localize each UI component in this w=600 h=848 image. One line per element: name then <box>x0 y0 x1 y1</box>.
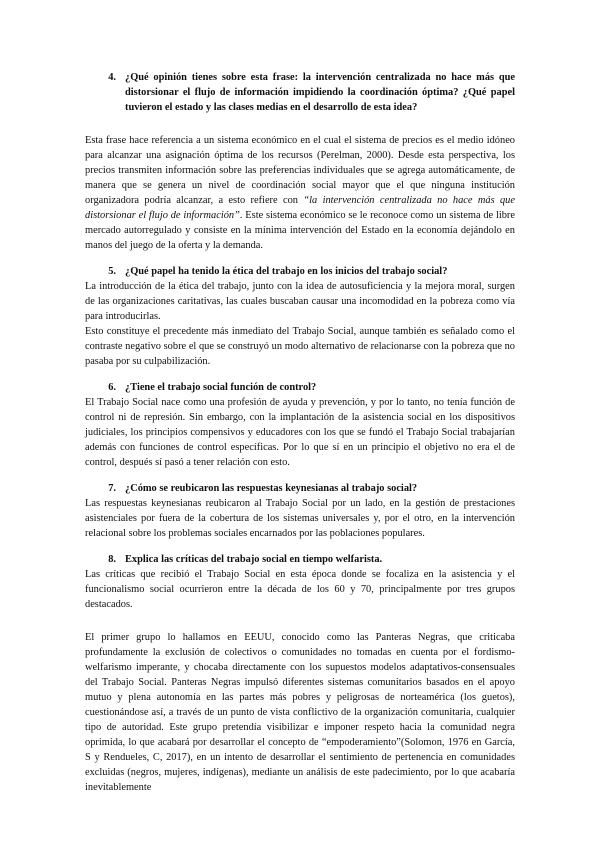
question-text: ¿Qué papel ha tenido la ética del trabajo en los inicios del trabajo social? <box>125 266 448 277</box>
question-number: 7. <box>108 483 116 494</box>
question-4-heading <box>85 70 515 115</box>
question-7-heading <box>85 481 515 496</box>
question-number: 8. <box>108 554 116 565</box>
answer-quote: “la intervención centralizada no hace más que distorsionar el flujo de información” <box>85 195 515 221</box>
question-6-heading <box>85 380 515 395</box>
answer-text: . Este sistema económico se le reconoce como un sistema de libre mercado autorregulado y consiste en la mínima intervención del Estado en la economía dejándolo en manos del juego de la oferta y la demanda. <box>85 210 516 251</box>
answer-8-paragraph-1: Las críticas que recibió el Trabajo Social en esta época donde se focaliza en la asistencia y el funcionalismo social ocurrieron entre la década de los 60 y 70, principalmente por tres grupos destacados. <box>85 569 515 610</box>
answer-5-paragraph-2: Esto constituye el precedente más inmediato del Trabajo Social, aunque también es señalado como el contraste negativo sobre el que se construyó un modo alternativo de relacionarse con la pobreza que no pasaba por su culpabilización. <box>85 326 515 367</box>
question-5-heading <box>85 264 515 279</box>
question-text: ¿Cómo se reubicaron las respuestas keynesianas al trabajo social? <box>125 483 418 494</box>
question-number: 5. <box>108 266 116 277</box>
answer-text: Esta frase hace referencia a un sistema económico en el cual el sistema de precios es el medio idóneo para alcanzar una asignación óptima de los recursos (Perelman, 2000). Desde esta perspectiva, los precios transmiten información sobre las preferencias individuales que se agrega automáticamente, de manera que se genera un nivel de coordinación social mayor que el que ninguna institución organizadora podría alcanzar, a esto refiere con <box>85 135 515 206</box>
question-number: 6. <box>108 382 116 393</box>
question-number: 4. <box>108 72 116 83</box>
answer-4-paragraph <box>85 133 515 253</box>
question-8-heading <box>85 552 515 567</box>
answer-6-paragraph: El Trabajo Social nace como una profesión de ayuda y prevención, y por lo tanto, no tenía función de control ni de represión. Sin embargo, con la implantación de la asistencia social en los dispositivos judiciales, los principios compensivos y educadores con los que se fundó el Trabajo Social trabajarían además con funciones de control específicas. Por lo que sí en un principio el objetivo no era el de control, después sí pasó a tener relación con esto. <box>85 397 515 468</box>
question-text: ¿Qué opinión tienes sobre esta frase: la intervención centralizada no hace más que distorsionar el flujo de información impidiendo la coordinación óptima? ¿Qué papel tuvieron el estado y las clases medias en el desarrollo de esta idea? <box>125 72 515 113</box>
document-page <box>85 70 515 795</box>
answer-5-paragraph-1: La introducción de la ética del trabajo, junto con la idea de autosuficiencia y la mejora moral, surgen de las organizaciones caritativas, las cuales buscaban causar una incomodidad en la pobreza como vía para introducirlas. <box>85 281 515 322</box>
answer-8-paragraph-2: El primer grupo lo hallamos en EEUU, conocido como las Panteras Negras, que criticaba profundamente la exclusión de colectivos o comunidades no tomadas en cuenta por el fordismo-welfarismo imperante, y chocaba directamente con los supuestos modelos adaptativos-consensuales del Trabajo Social. Panteras Negras impulsó diferentes sistemas comunitarios basados en el apoyo mutuo y plena autonomía en las partes más pobres y peligrosas de norteamérica (los guetos), cuestionándose así, a través de un punto de vista conflictivo de la organización comunitaria, cualquier tipo de autoridad. Este grupo pretendía visibilizar e imponer respeto hacia la comunidad negra oprimida, lo que acabará por desarrollar el concepto de “empoderamiento”(Solomon, 1976 en García, S y Rendueles, C, 2017), en un intento de desarrollar el sentimiento de pertenencia en comunidades excluidas (negros, mujeres, indígenas), mediante un análisis de este padecimiento, por lo que acabaría inevitablemente <box>85 632 515 793</box>
question-text: Explica las críticas del trabajo social en tiempo welfarista. <box>125 554 383 565</box>
question-text: ¿Tiene el trabajo social función de control? <box>125 382 317 393</box>
answer-7-paragraph: Las respuestas keynesianas reubicaron al Trabajo Social por un lado, en la gestión de prestaciones asistenciales por fuera de la cobertura de los sistemas universales y, por el otro, en la intervención relacional sobre los problemas sociales encarnados por las poblaciones populares. <box>85 498 515 539</box>
